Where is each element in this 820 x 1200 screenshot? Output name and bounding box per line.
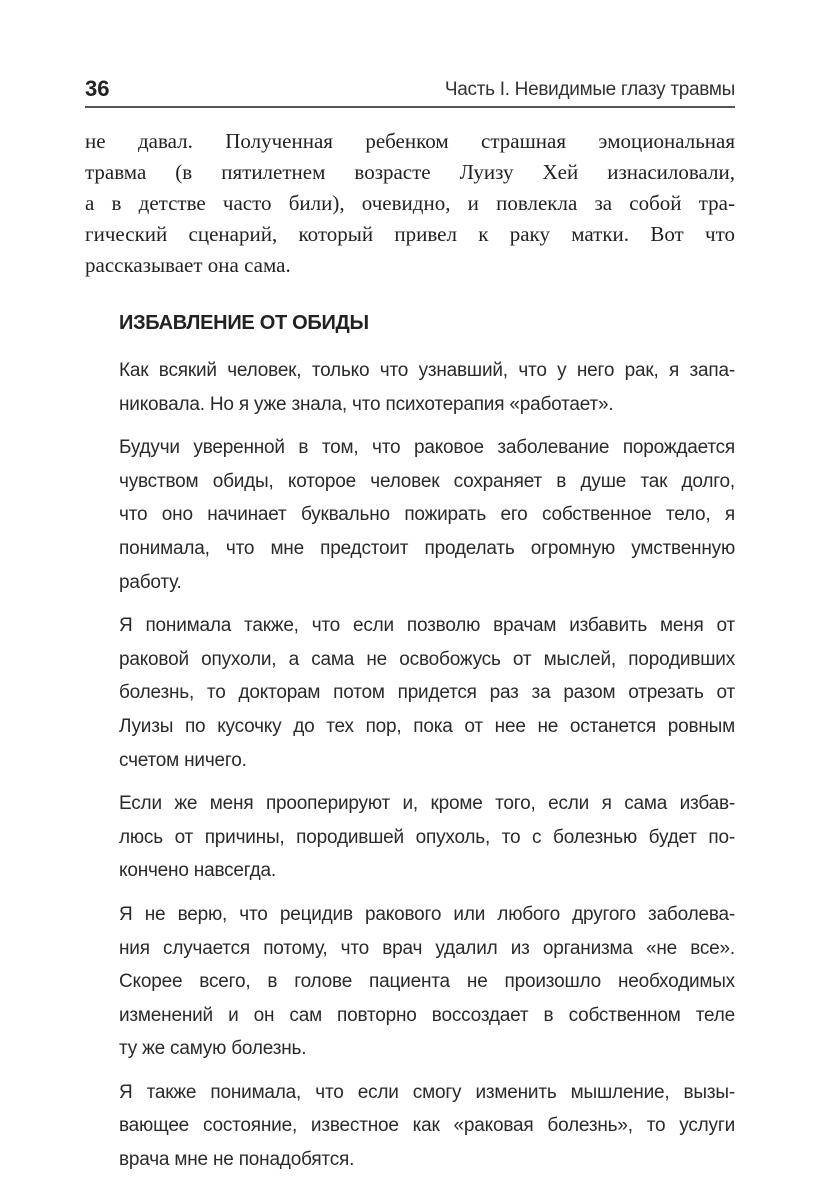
paragraph <box>119 609 735 777</box>
text-line: ту же самую болезнь. <box>119 1038 307 1060</box>
text-line: ния случается потому, что врач удалил из организма «не все». <box>119 937 735 959</box>
paragraph <box>119 431 735 599</box>
text-line: а в детстве часто били), очевидно, и повлекла за собой тра- <box>85 191 735 215</box>
text-line: никовала. Но я уже знала, что психотерапия «работает». <box>119 393 614 415</box>
text-line: не давал. Полученная ребенком страшная эмоциональная <box>85 129 735 153</box>
text-line: работу. <box>119 571 182 593</box>
text-line: люсь от причины, породившей опухоль, то с болезнью будет по- <box>119 826 735 848</box>
text-line: Если же меня прооперируют и, кроме того, если я сама избав- <box>119 793 735 815</box>
paragraph <box>119 354 735 421</box>
text-line: Как всякий человек, только что узнавший, что у него рак, я запа- <box>119 360 735 381</box>
section-body <box>119 354 735 1187</box>
running-title: Часть I. Невидимые глазу травмы <box>444 79 735 100</box>
text-line: Будучи уверенной в том, что раковое заболевание порождается <box>119 437 735 459</box>
text-line: изменений и он сам повторно воссоздает в собственном теле <box>119 1004 735 1026</box>
paragraph <box>119 787 735 888</box>
text-line: раковой опухоли, а сама не освобожусь от мыслей, породивших <box>119 648 735 670</box>
text-line: Я понимала также, что если позволю врачам избавить меня от <box>119 615 735 637</box>
text-line: вающее состояние, известное как «раковая болезнь», то услуги <box>119 1115 735 1137</box>
text-line: чувством обиды, которое человек сохраняет в душе так долго, <box>119 470 735 492</box>
text-line: Я также понимала, что если смогу изменить мышление, вызы- <box>119 1081 735 1103</box>
text-line: травма (в пятилетнем возрасте Луизу Хей изнасиловали, <box>85 160 735 184</box>
text-line: понимала, что мне предстоит проделать огромную умственную <box>119 537 735 559</box>
text-line: Я не верю, что рецидив ракового или любого другого заболева- <box>119 903 735 925</box>
text-line: счетом ничего. <box>119 749 247 771</box>
text-line: болезнь, то докторам потом придется раз за разом отрезать от <box>119 682 735 704</box>
text-line: рассказывает она сама. <box>85 253 291 277</box>
text-line: гический сценарий, который привел к раку матки. Вот что <box>85 222 735 246</box>
text-line: Скорее всего, в голове пациента не произошло необходимых <box>119 971 735 993</box>
page-number: 36 <box>85 76 110 101</box>
paragraph <box>119 1076 735 1177</box>
intro-paragraph <box>85 126 735 281</box>
page-header <box>85 72 735 108</box>
text-line: кончено навсегда. <box>119 860 277 882</box>
text-line: врача мне не понадобятся. <box>119 1149 355 1171</box>
paragraph <box>119 898 735 1066</box>
text-line: что оно начинает буквально пожирать его собственное тело, я <box>119 504 735 526</box>
text-line: Луизы по кусочку до тех пор, пока от нее не останется ровным <box>119 715 735 737</box>
section-heading: ИЗБАВЛЕНИЕ ОТ ОБИДЫ <box>119 312 369 334</box>
